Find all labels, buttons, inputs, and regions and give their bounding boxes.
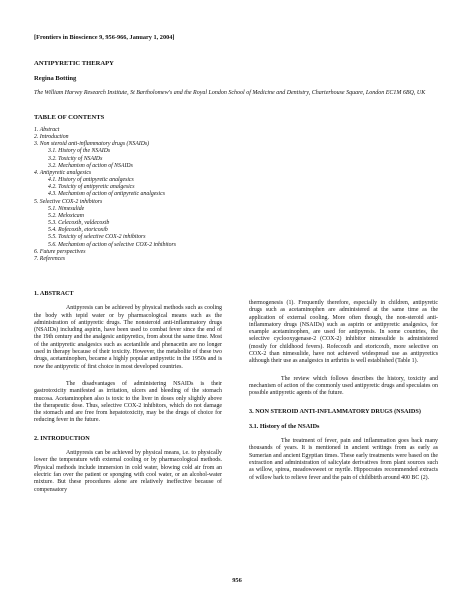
introduction-heading: 2. INTRODUCTION [34,434,90,442]
introduction-continued: thermogenesis (1). Frequently therefore, especially in children, antipyretic drugs such as acetaminophen are administered at the same time as the application of external cooling. More often though, the non-steroid anti-inflammatory drugs (NSAIDs) such as aspirin or antipyretic analgesics, for example acetaminophen, are used for antipyresis. In some countries, the selective cyclooxygenase-2 (COX-2) inhibitor nimesulide is administered (mostly for childhood fevers). Rofecoxib and etoricoxib, more selective on COX-2 than nimesulide, have not achieved widespread use as antipyretics although their use as analgesics in arthritis is well established (Table 1). [249,300,438,365]
toc-item: 4.1. History of antipyretic analgesics [48,177,134,184]
introduction-paragraph-2: The review which follows describes the history, toxicity and mechanism of action of the commonly used antipyretic drugs and speculates on possible antipyretic agents of the future. [249,375,438,397]
author-name: Regina Botting [34,75,77,82]
toc-item: 4.2. Toxicity of antipyretic analgesics [48,184,135,191]
abstract-paragraph-1: Antipyresis can be achieved by physical methods such as cooling the body with tepid water or by pharmacological means such as the administration of antipyretic drugs. The nonsteroid anti-inflammatory drugs (NSAIDs) including aspirin, have been used to combat fever since the end of the 19th century and the analgesic antipyretics, from about the same time. Most of the antipyretic analgesics such as acetanilide and phenacetin are no longer used in therapy because of their toxicity. However, the metabolite of these two drugs, acetaminophen, became a highly popular antipyretic in the 1950s and is now the antipyretic of first choice in most developed countries. [34,305,222,370]
toc-item: 4. Antipyretic analgesics [34,169,92,176]
nsaids-heading: 3. NON STEROID ANTI-INFLAMMATORY DRUGS (NSAIDS) [249,407,421,415]
toc-item: 3.2. Mechanism of action of NSAIDs [48,162,133,169]
article-title: ANTIPYRETIC THERAPY [34,60,114,67]
toc-heading: TABLE OF CONTENTS [34,114,105,121]
toc-item: 5.6. Mechanism of action of selective COX-2 inhibitors [48,241,176,248]
toc-item: 1. Abstract [34,127,60,133]
history-heading: 3.1. History of the NSAIDs [249,422,320,430]
abstract-heading: 1. ABSTRACT [34,290,74,297]
toc-item: 3.2. Toxicity of NSAIDs [48,155,103,162]
affiliation: The William Harvey Research Institute, St Bartholomew's and the Royal London School of Medicine and Dentistry, Charterhouse Square, London EC1M 6BQ, UK [34,90,426,96]
introduction-paragraph-1: Antipyresis can be achieved by physical means, i.e. to physically lower the temperature with external cooling or by pharmacological methods. Physical methods include immersion in cold water, blowing cold air from an electric fan over the patient or sponging with cool water, or an alcohol-water mixture. But these procedures alone are relatively ineffective because of compensatory [34,450,222,493]
toc-item: 5.1. Nimesulide [48,205,85,212]
history-paragraph-1: The treatment of fever, pain and inflammation goes back many thousands of years. It is mentioned in ancient writings from as early as Sumerian and ancient Egyptian times. These early treatments were based on the extraction and administration of salicylate derivatives from plant sources such as willow, spirea, meadowsweet or myrtle. Hippocrates recommended extracts of willow bark to relieve fever and the pain of childbirth around 400 BC (2). [249,438,438,481]
toc-item: 7. References [34,255,66,262]
toc-item: 3.1. History of the NSAIDs [48,148,111,155]
journal-header: [Frontiers in Bioscience 9, 956-966, January 1, 2004] [34,34,175,41]
toc-item: 2. Introduction [34,134,69,141]
toc-item: 6. Future perspectives [34,248,86,255]
page-number: 956 [232,577,242,584]
toc-item: 5. Selective COX-2 inhibitors [34,198,103,205]
toc-item: 5.4. Rofecoxib, etoricoxib [48,227,108,234]
toc-item: 4.3. Mechanism of action of antipyretic analgesics [48,191,165,198]
toc-item: 5.2. Meloxicam [48,212,84,219]
toc-item: 5.5. Toxicity of selective COX-2 inhibitors [48,234,146,241]
right-column [249,300,438,492]
abstract-paragraph-2: The disadvantages of administering NSAIDs is their gastrotoxicity manifested as irritation, ulcers and bleeding of the stomach mucosa. Acetaminophen also is toxic to the liver in doses only slightly above the therapeutic dose. Thus, selective COX-2 inhibitors, which do not damage the stomach and are free from hepatotoxicity, may be the drugs of choice for reducing fever in the future. [34,380,222,424]
table-of-contents [34,127,334,263]
left-column [34,290,222,504]
toc-item: 5.3. Celecoxib, valdecoxib [48,220,110,227]
toc-item: 3. Non steroid anti-inflammatory drugs (NSAIDs) [34,141,150,148]
